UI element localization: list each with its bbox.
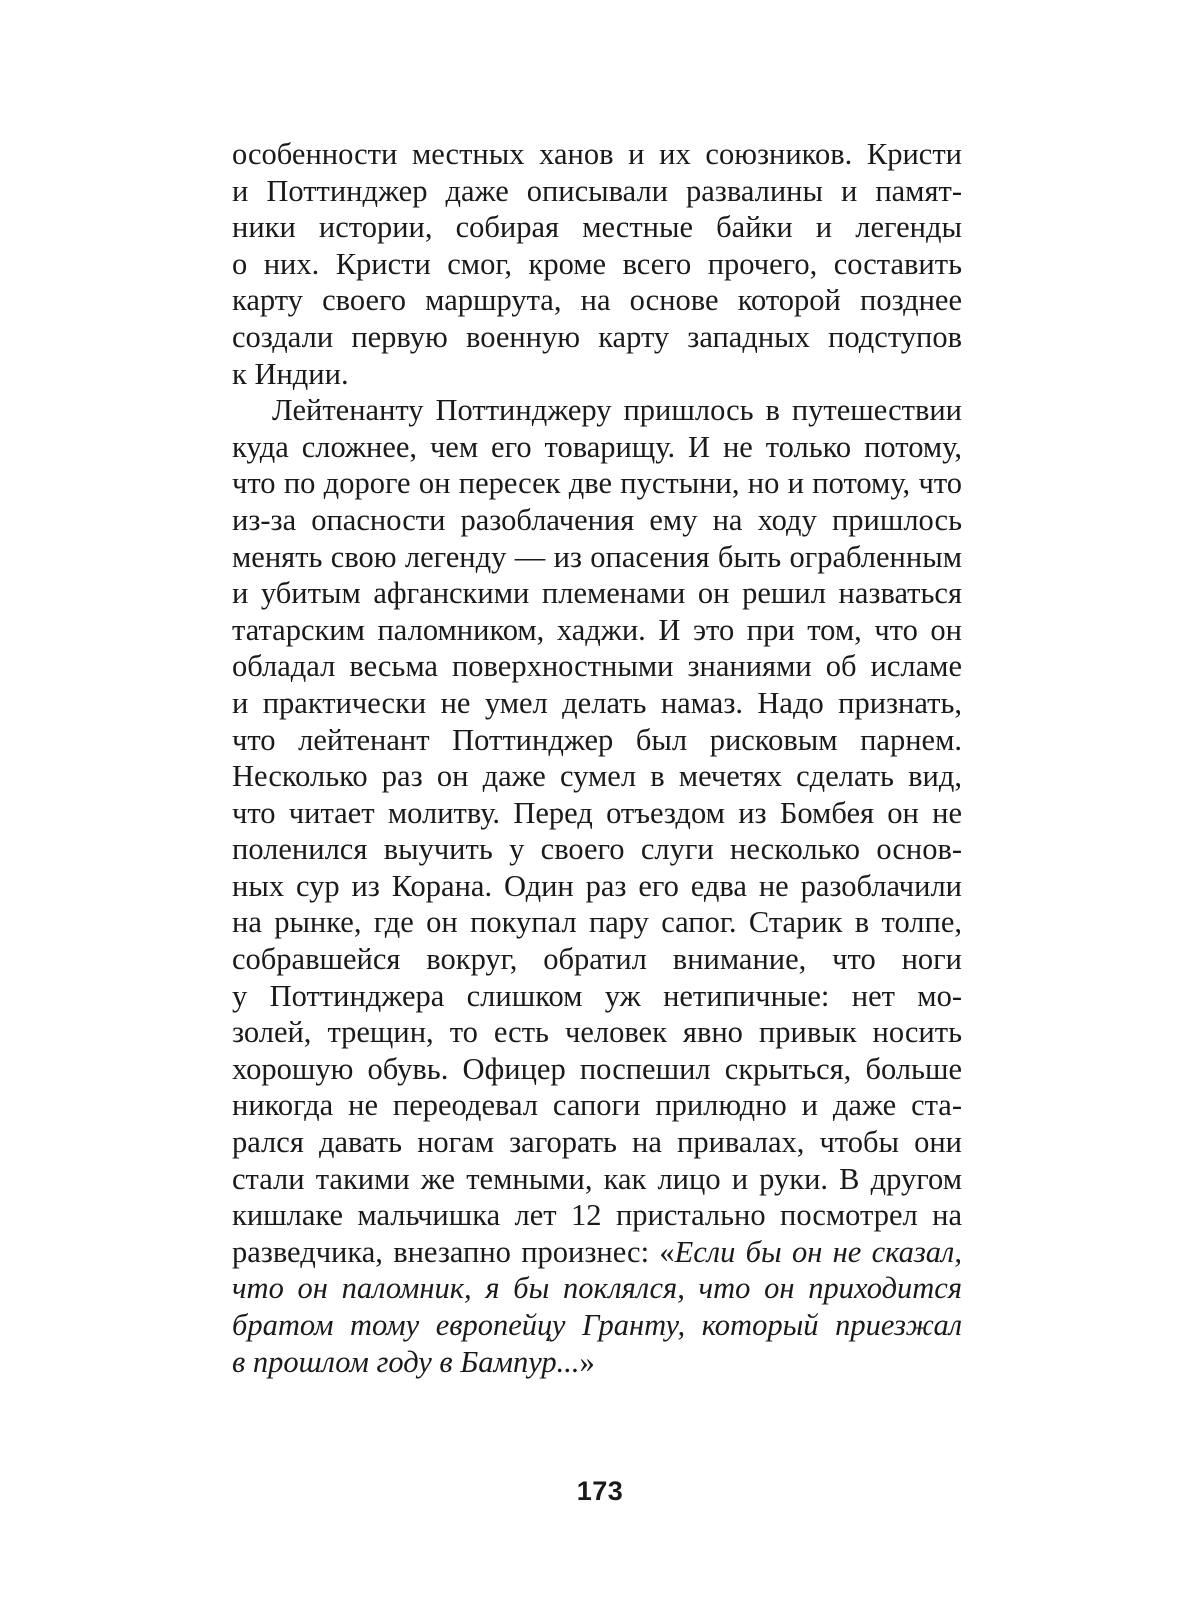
page-number: 173	[576, 1476, 624, 1506]
paragraph-1-line: особенности местных ханов и их союзников. Кристи	[232, 137, 962, 171]
quote-end-italic: в прошлом году в Бампур...	[232, 1344, 580, 1379]
paragraph-2-line: поленился выучить у своего слуги несколько основ-	[232, 832, 962, 867]
body-text	[232, 136, 962, 1380]
paragraph-1-line: создали первую военную карту западных подступов	[232, 319, 962, 354]
paragraph-1-line: ники истории, собирая местные байки и легенды	[232, 210, 962, 245]
paragraph-2-line: золей, трещин, то есть человек явно привык носить	[232, 1015, 962, 1050]
paragraph-2-line: кишлаке мальчишка лет 12 пристально посмотрел на	[232, 1198, 962, 1233]
paragraph-2-line: и практически не умел делать намаз. Надо признать,	[232, 685, 962, 720]
quote-line-italic: братом тому европейцу Гранту, который приезжал	[232, 1308, 962, 1342]
paragraph-1-line: карту своего маршрута, на основе которой позднее	[232, 283, 962, 318]
paragraph-2-line: и убитым афганскими племенами он решил назваться	[232, 576, 962, 611]
paragraph-2-final-line	[232, 1344, 962, 1381]
paragraph-2-line: стали такими же темными, как лицо и руки. В другом	[232, 1161, 962, 1196]
closing-quote-mark: »	[579, 1344, 595, 1379]
paragraph-2-line: что читает молитву. Перед отъездом из Бомбея он не	[232, 795, 962, 830]
paragraph-2-line: никогда не переодевал сапоги прилюдно и даже ста-	[232, 1088, 962, 1123]
paragraph-2-line: что лейтенант Поттинджер был рисковым парнем.	[232, 722, 962, 757]
paragraph-2-line: из-за опасности разоблачения ему на ходу пришлось	[232, 502, 962, 537]
paragraph-2-line: куда сложнее, чем его товарищу. И не только потому,	[232, 429, 962, 464]
paragraph-1-line: к Индии.	[232, 356, 349, 391]
paragraph-1-line: и Поттинджер даже описывали развалины и памят-	[232, 173, 962, 208]
paragraph-2-line: менять свою легенду — из опасения быть ограбленным	[232, 539, 962, 574]
paragraph-2-line: хорошую обувь. Офицер поспешил скрыться, больше	[232, 1051, 962, 1086]
quote-intro-text: разведчика, внезапно произнес: «	[232, 1234, 675, 1269]
paragraph-2-line: ных сур из Корана. Один раз его едва не разоблачили	[232, 868, 962, 903]
paragraph-2-line: татарским паломником, хаджи. И это при том, что он	[232, 612, 962, 647]
paragraph-2-line: Несколько раз он даже сумел в мечетях сделать вид,	[232, 759, 962, 794]
paragraph-2-mixed-line	[232, 1234, 962, 1271]
paragraph-2-line: у Поттинджера слишком уж нетипичные: нет мо-	[232, 978, 962, 1013]
paragraph-2-line: что по дороге он пересек две пустыни, но и потому, что	[232, 466, 962, 501]
paragraph-2-line: обладал весьма поверхностными знаниями об исламе	[232, 649, 962, 684]
quote-text-italic: Если бы он не сказал,	[674, 1234, 962, 1269]
paragraph-2-line: собравшейся вокруг, обратил внимание, что ноги	[232, 942, 962, 977]
paragraph-1-line: о них. Кристи смог, кроме всего прочего, составить	[232, 246, 962, 281]
paragraph-2-line: на рынке, где он покупал пару сапог. Старик в толпе,	[232, 905, 962, 940]
paragraph-2-line: Лейтенанту Поттинджеру пришлось в путешествии	[272, 393, 962, 428]
paragraph-2-line: рался давать ногам загорать на привалах, чтобы они	[232, 1125, 962, 1160]
quote-line-italic: что он паломник, я бы поклялся, что он приходится	[232, 1271, 962, 1306]
